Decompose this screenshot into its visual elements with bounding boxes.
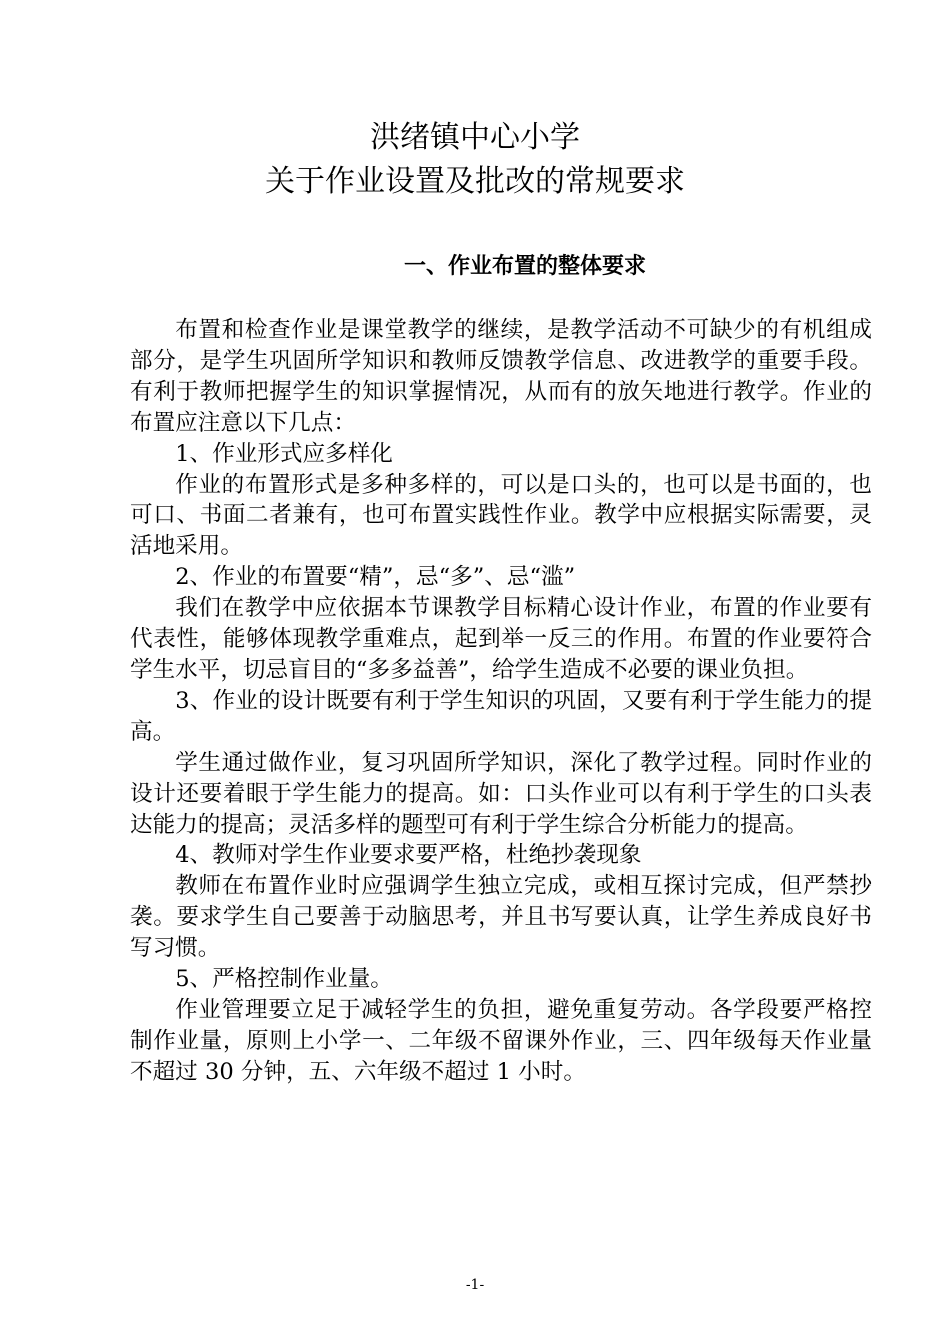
section-heading: 一、作业布置的整体要求 (403, 254, 646, 279)
document-body (130, 315, 872, 1088)
document-title-school: 洪绪镇中心小学 (370, 120, 580, 155)
paragraph-intro: 布置和检查作业是课堂教学的继续，是教学活动不可缺少的有机组成部分，是学生巩固所学知识和教师反馈教学信息、改进教学的重要手段。有利于教师把握学生的知识掌握情况，从而有的放矢地进行教学。作业的布置应注意以下几点： (130, 317, 872, 436)
item-heading-3: 3、作业的设计既要有利于学生知识的巩固，又要有利于学生能力的提高。 (130, 687, 872, 745)
paragraph-item-3: 学生通过做作业，复习巩固所学知识，深化了教学过程。同时作业的设计还要着眼于学生能力的提高。如：口头作业可以有利于学生的口头表达能力的提高；灵活多样的题型可有利于学生综合分析能力的提高。 (130, 749, 872, 838)
paragraph-item-2: 我们在教学中应依据本节课教学目标精心设计作业，布置的作业要有代表性，能够体现教学重难点，起到举一反三的作用。布置的作业要符合学生水平，切忌盲目的“多多益善”，给学生造成不必要的课业负担。 (130, 595, 872, 683)
item-heading-1: 1、作业形式应多样化 (175, 440, 393, 467)
item-heading-4: 4、教师对学生作业要求要严格，杜绝抄袭现象 (175, 842, 642, 869)
paragraph-item-4: 教师在布置作业时应强调学生独立完成，或相互探讨完成，但严禁抄袭。要求学生自己要善于动脑思考，并且书写要认真，让学生养成良好书写习惯。 (130, 873, 872, 962)
item-heading-5: 5、严格控制作业量。 (175, 966, 393, 993)
paragraph-item-1: 作业的布置形式是多种多样的，可以是口头的，也可以是书面的，也可口、书面二者兼有，也可布置实践性作业。教学中应根据实际需要，灵活地采用。 (130, 471, 872, 560)
item-heading-2: 2、作业的布置要“精”，忌“多”、忌“滥” (175, 564, 576, 591)
paragraph-item-5: 作业管理要立足于减轻学生的负担，避免重复劳动。各学段要严格控制作业量，原则上小学一、二年级不留课外作业，三、四年级每天作业量不超过 30 分钟，五、六年级不超过 1 小时。 (130, 996, 872, 1085)
document-title-subject: 关于作业设置及批改的常规要求 (265, 164, 685, 199)
page-number: -1- (465, 1277, 485, 1293)
